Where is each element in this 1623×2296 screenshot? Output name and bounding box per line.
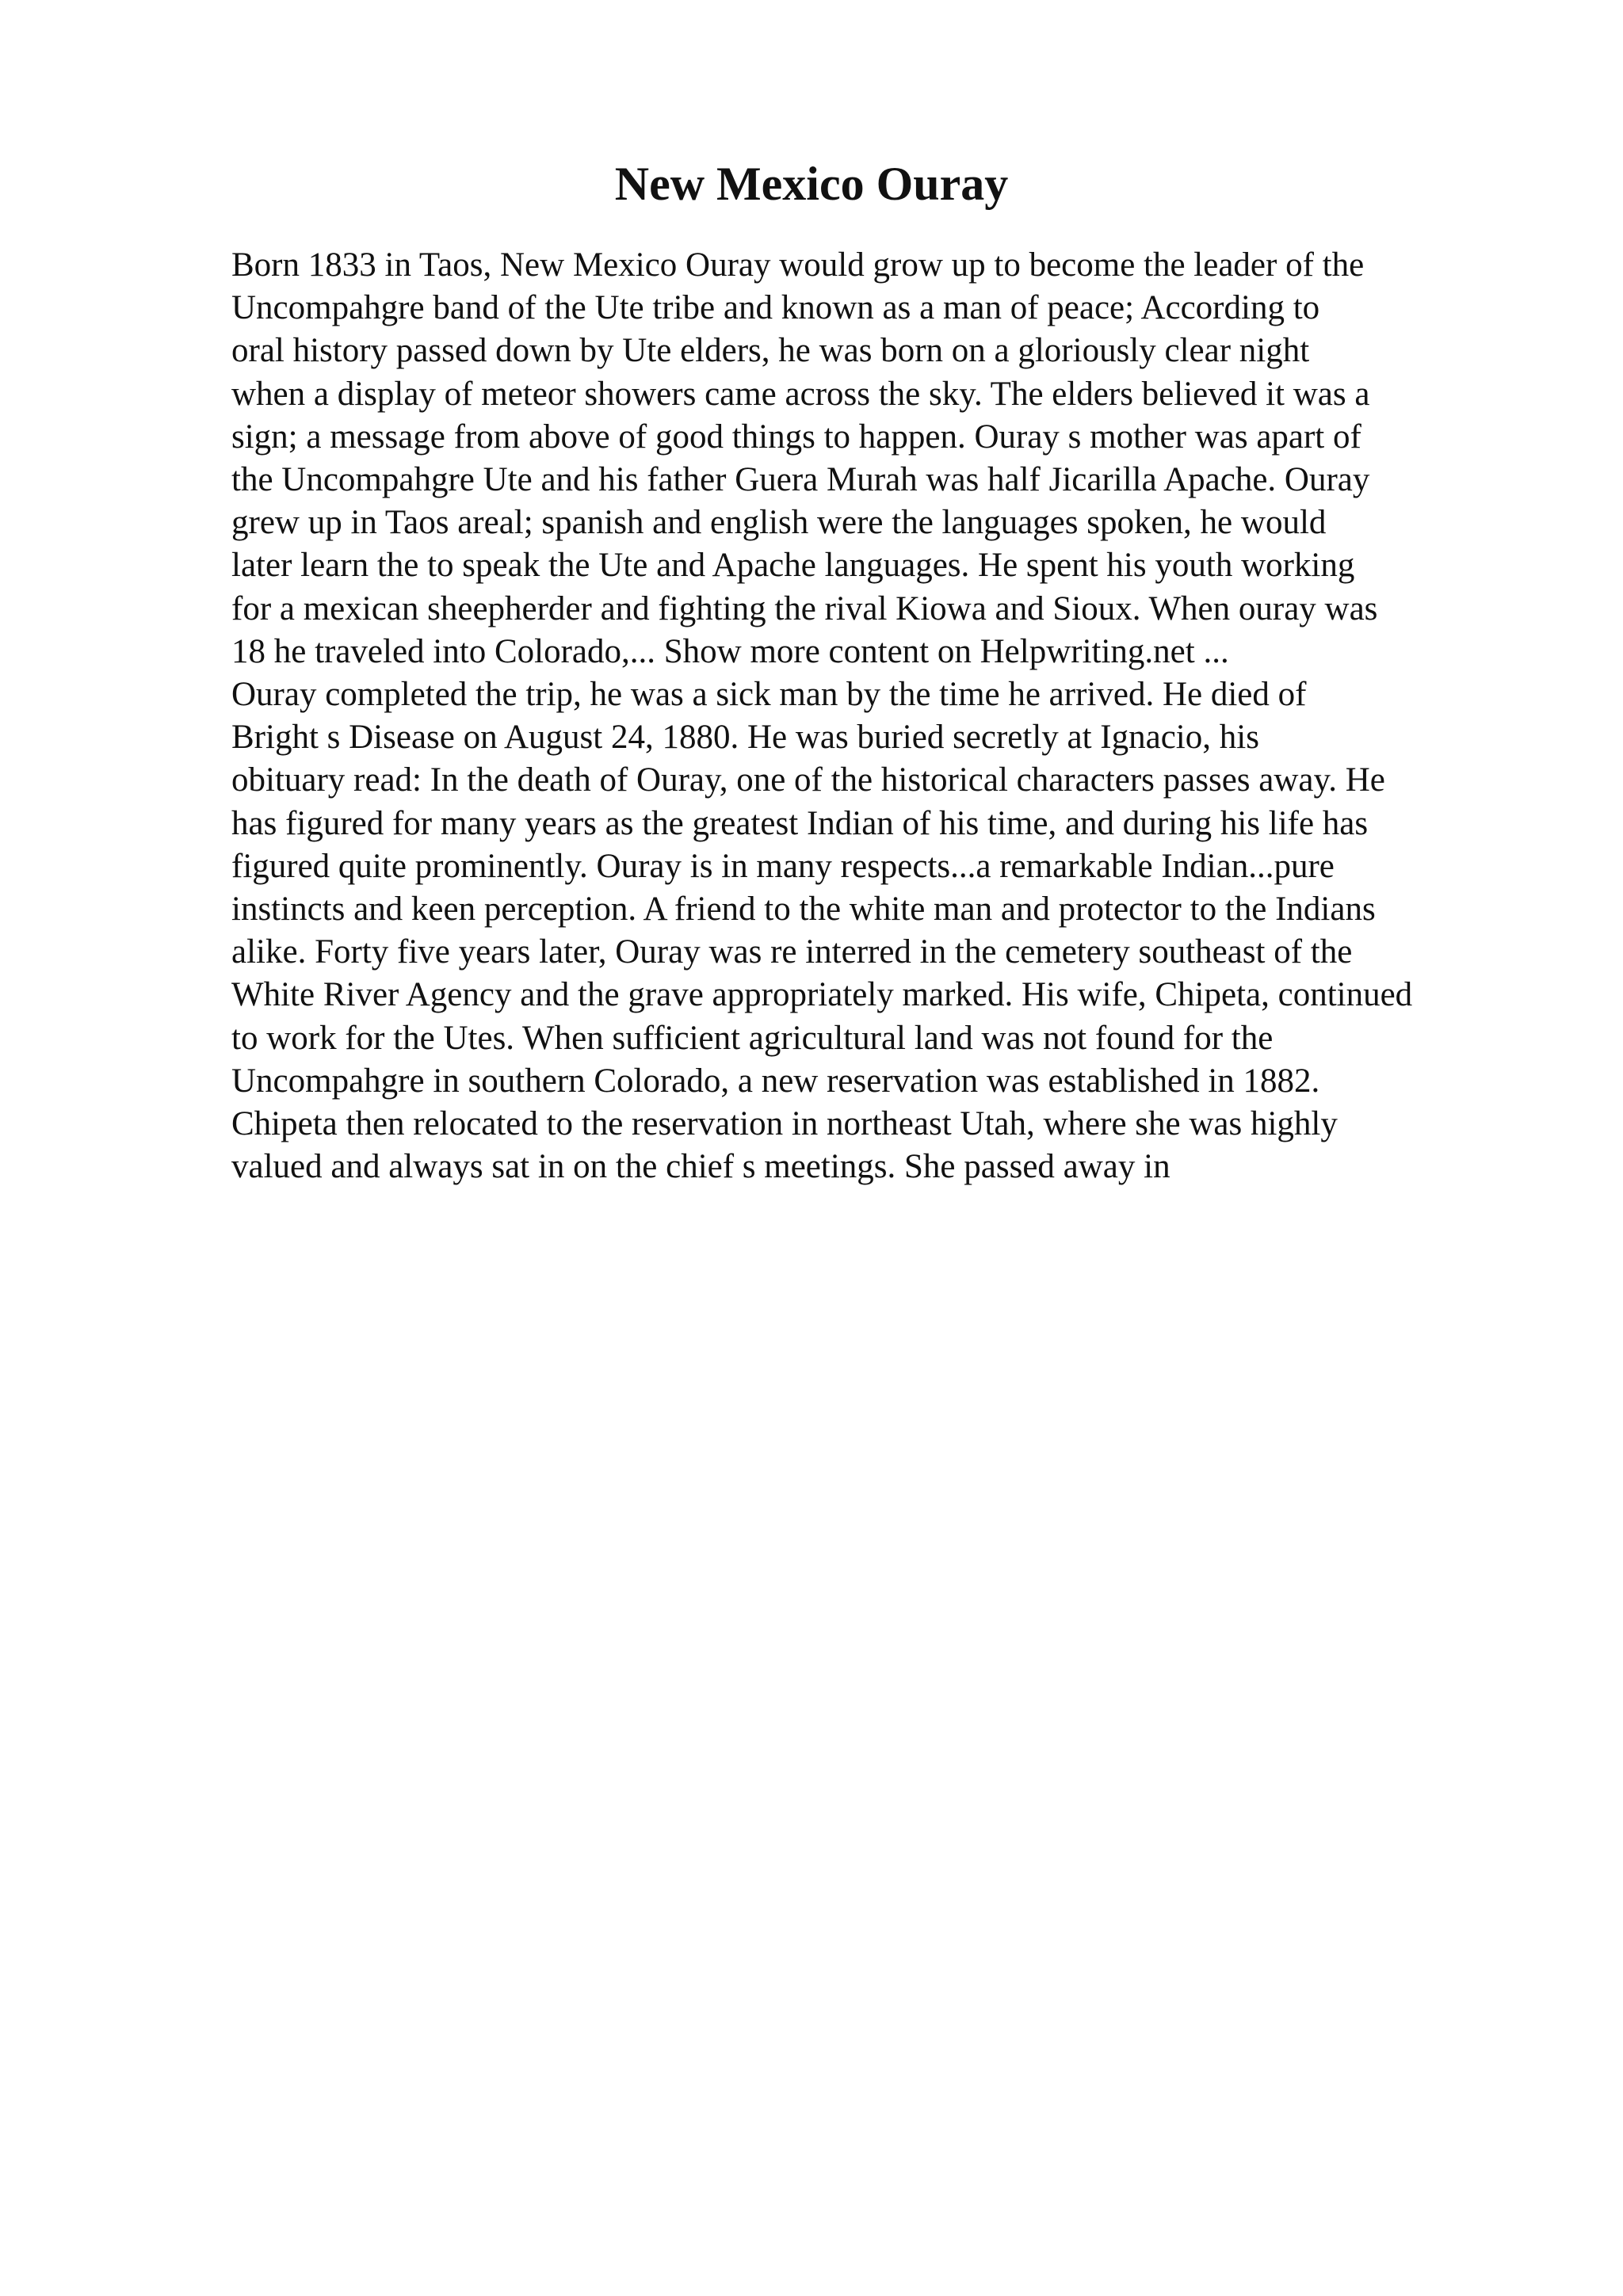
body-line: alike. Forty five years later, Ouray was re interred in the cemetery southeast of the: [231, 933, 1353, 971]
body-line: has figured for many years as the greatest Indian of his time, and during his life has: [231, 804, 1369, 842]
body-line: Ouray completed the trip, he was a sick man by the time he arrived. He died of: [231, 676, 1307, 714]
body-line: sign; a message from above of good things to happen. Ouray s mother was apart of: [231, 418, 1361, 456]
body-line: Chipeta then relocated to the reservation in northeast Utah, where she was highly: [231, 1105, 1338, 1143]
body-line: grew up in Taos areal; spanish and english were the languages spoken, he would: [231, 504, 1327, 542]
body-line: Uncompahgre in southern Colorado, a new reservation was established in 1882.: [231, 1062, 1320, 1100]
body-line: valued and always sat in on the chief s meetings. She passed away in: [231, 1148, 1170, 1186]
document-title: New Mexico Ouray: [614, 158, 1009, 210]
body-line: when a display of meteor showers came across the sky. The elders believed it was a: [231, 375, 1370, 413]
document-body: [231, 244, 1531, 1188]
body-line: instincts and keen perception. A friend to the white man and protector to the Indians: [231, 891, 1376, 929]
body-line: for a mexican sheepherder and fighting the rival Kiowa and Sioux. When ouray was: [231, 589, 1378, 627]
body-line: the Uncompahgre Ute and his father Guera Murah was half Jicarilla Apache. Ouray: [231, 461, 1370, 499]
body-line: Bright s Disease on August 24, 1880. He was buried secretly at Ignacio, his: [231, 719, 1259, 757]
body-line: Uncompahgre band of the Ute tribe and known as a man of peace; According to: [231, 289, 1320, 327]
body-line: White River Agency and the grave appropriately marked. His wife, Chipeta, continued: [231, 976, 1413, 1014]
body-line: later learn the to speak the Ute and Apache languages. He spent his youth working: [231, 547, 1355, 585]
body-line: figured quite prominently. Ouray is in many respects...a remarkable Indian...pure: [231, 847, 1335, 885]
body-line: oral history passed down by Ute elders, he was born on a gloriously clear night: [231, 332, 1310, 370]
body-line: Born 1833 in Taos, New Mexico Ouray would grow up to become the leader of the: [231, 246, 1365, 284]
body-line: obituary read: In the death of Ouray, one of the historical characters passes away. He: [231, 761, 1385, 799]
body-line: 18 he traveled into Colorado,... Show more content on Helpwriting.net ...: [231, 632, 1229, 670]
body-line: to work for the Utes. When sufficient agricultural land was not found for the: [231, 1019, 1274, 1057]
